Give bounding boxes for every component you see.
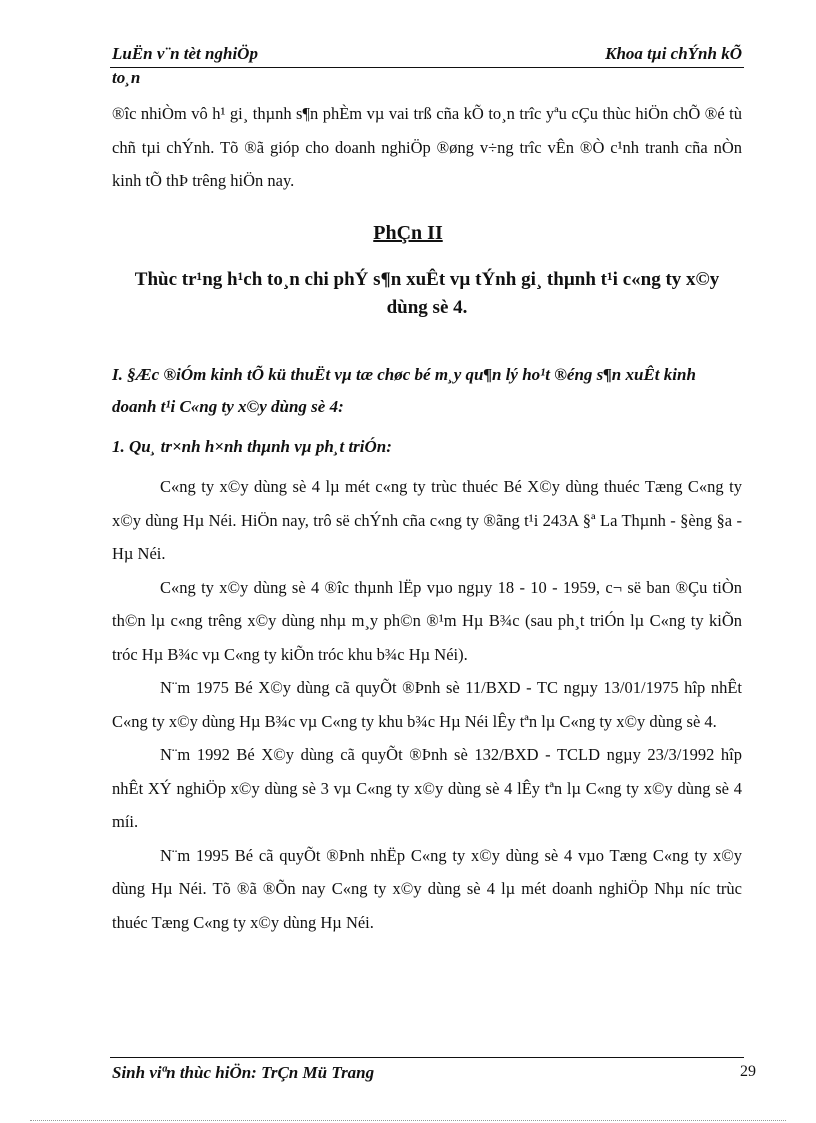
header-faculty-continuation: to¸n xyxy=(112,68,141,87)
page-number: 29 xyxy=(740,1063,756,1080)
intro-paragraph: ®îc nhiÒm vô h¹ gi¸ thµnh s¶n phÈm vµ vai trß cña kÕ to¸n trîc yªu cÇu thùc hiÖn chÕ ®é tù chñ tµi chÝnh. Tõ ®ã gióp cho doanh nghiÖp ®øng v÷ng trîc vÊn ®Ò c¹nh tranh cña nÒn kinh tÕ thÞ trêng hiÖn nay. xyxy=(112,104,742,190)
header-faculty: Khoa tµi chÝnh kÕ xyxy=(605,44,742,63)
footer-divider xyxy=(110,1057,744,1058)
header-divider xyxy=(110,67,744,68)
body-paragraph: N¨m 1995 Bé cã quyÕt ®Þnh nhËp C«ng ty x©y dùng sè 4 vµo Tæng C«ng ty x©y dùng Hµ Néi. Tõ ®ã ®Õn nay C«ng ty x©y dùng sè 4 lµ mét doanh nghiÖp Nhµ níc trùc thuéc Tæng C«ng ty x©y dùng Hµ Néi. xyxy=(112,845,742,932)
main-body xyxy=(112,470,742,939)
part-title: PhÇn II xyxy=(373,222,443,244)
body-paragraph: N¨m 1992 Bé X©y dùng cã quyÕt ®Þnh sè 132/BXD - TCLD ngµy 23/3/1992 hîp nhÊt XÝ nghiÖp x©y dùng sè 3 vµ C«ng ty x©y dùng sè 4 lÊy tªn lµ C«ng ty x©y dùng sè 4 míi. xyxy=(112,745,742,831)
footer-student-name: Sinh viªn thùc hiÖn: TrÇn Mü Trang xyxy=(112,1063,375,1082)
header-thesis-title: LuËn v¨n tèt nghiÖp xyxy=(112,44,258,63)
chapter-title: Thùc tr¹ng h¹ch to¸n chi phÝ s¶n xuÊt vµ tÝnh gi¸ thµnh t¹i c«ng ty x©y dùng sè 4. xyxy=(134,269,720,318)
section-title: I. §Æc ®iÓm kinh tÕ kü thuËt vµ tæ chøc bé m¸y qu¶n lý ho¹t ®éng s¶n xuÊt kinh doanh t¹i C«ng ty x©y dùng sè 4: xyxy=(112,365,696,416)
subsection-title: 1. Qu¸ tr×nh h×nh thµnh vµ ph¸t triÓn: xyxy=(112,437,392,456)
body-paragraph: N¨m 1975 Bé X©y dùng cã quyÕt ®Þnh sè 11/BXD - TC ngµy 13/01/1975 hîp nhÊt C«ng ty x©y dùng Hµ B¾c vµ C«ng ty khu b¾c Hµ Néi lÊy tªn lµ C«ng ty x©y dùng sè 4. xyxy=(112,678,742,731)
intro-block xyxy=(112,97,742,198)
page-edge-divider xyxy=(30,1120,786,1121)
body-paragraph: C«ng ty x©y dùng sè 4 lµ mét c«ng ty trùc thuéc Bé X©y dùng thuéc Tæng C«ng ty x©y dùng Hµ Néi. HiÖn nay, trô së chÝnh cña c«ng ty ®ãng t¹i 243A §ª La Thµnh - §èng §a - Hµ Néi. xyxy=(112,477,742,563)
body-paragraph: C«ng ty x©y dùng sè 4 ®îc thµnh lËp vµo ngµy 18 - 10 - 1959, c¬ së ban ®Çu tiÒn th©n lµ c«ng trêng x©y dùng nhµ m¸y ph©n ®¹m Hµ B¾c (sau ph¸t triÓn lµ C«ng ty kiÕn tróc Hµ B¾c vµ C«ng ty kiÕn tróc khu b¾c Hµ Néi). xyxy=(112,577,742,664)
